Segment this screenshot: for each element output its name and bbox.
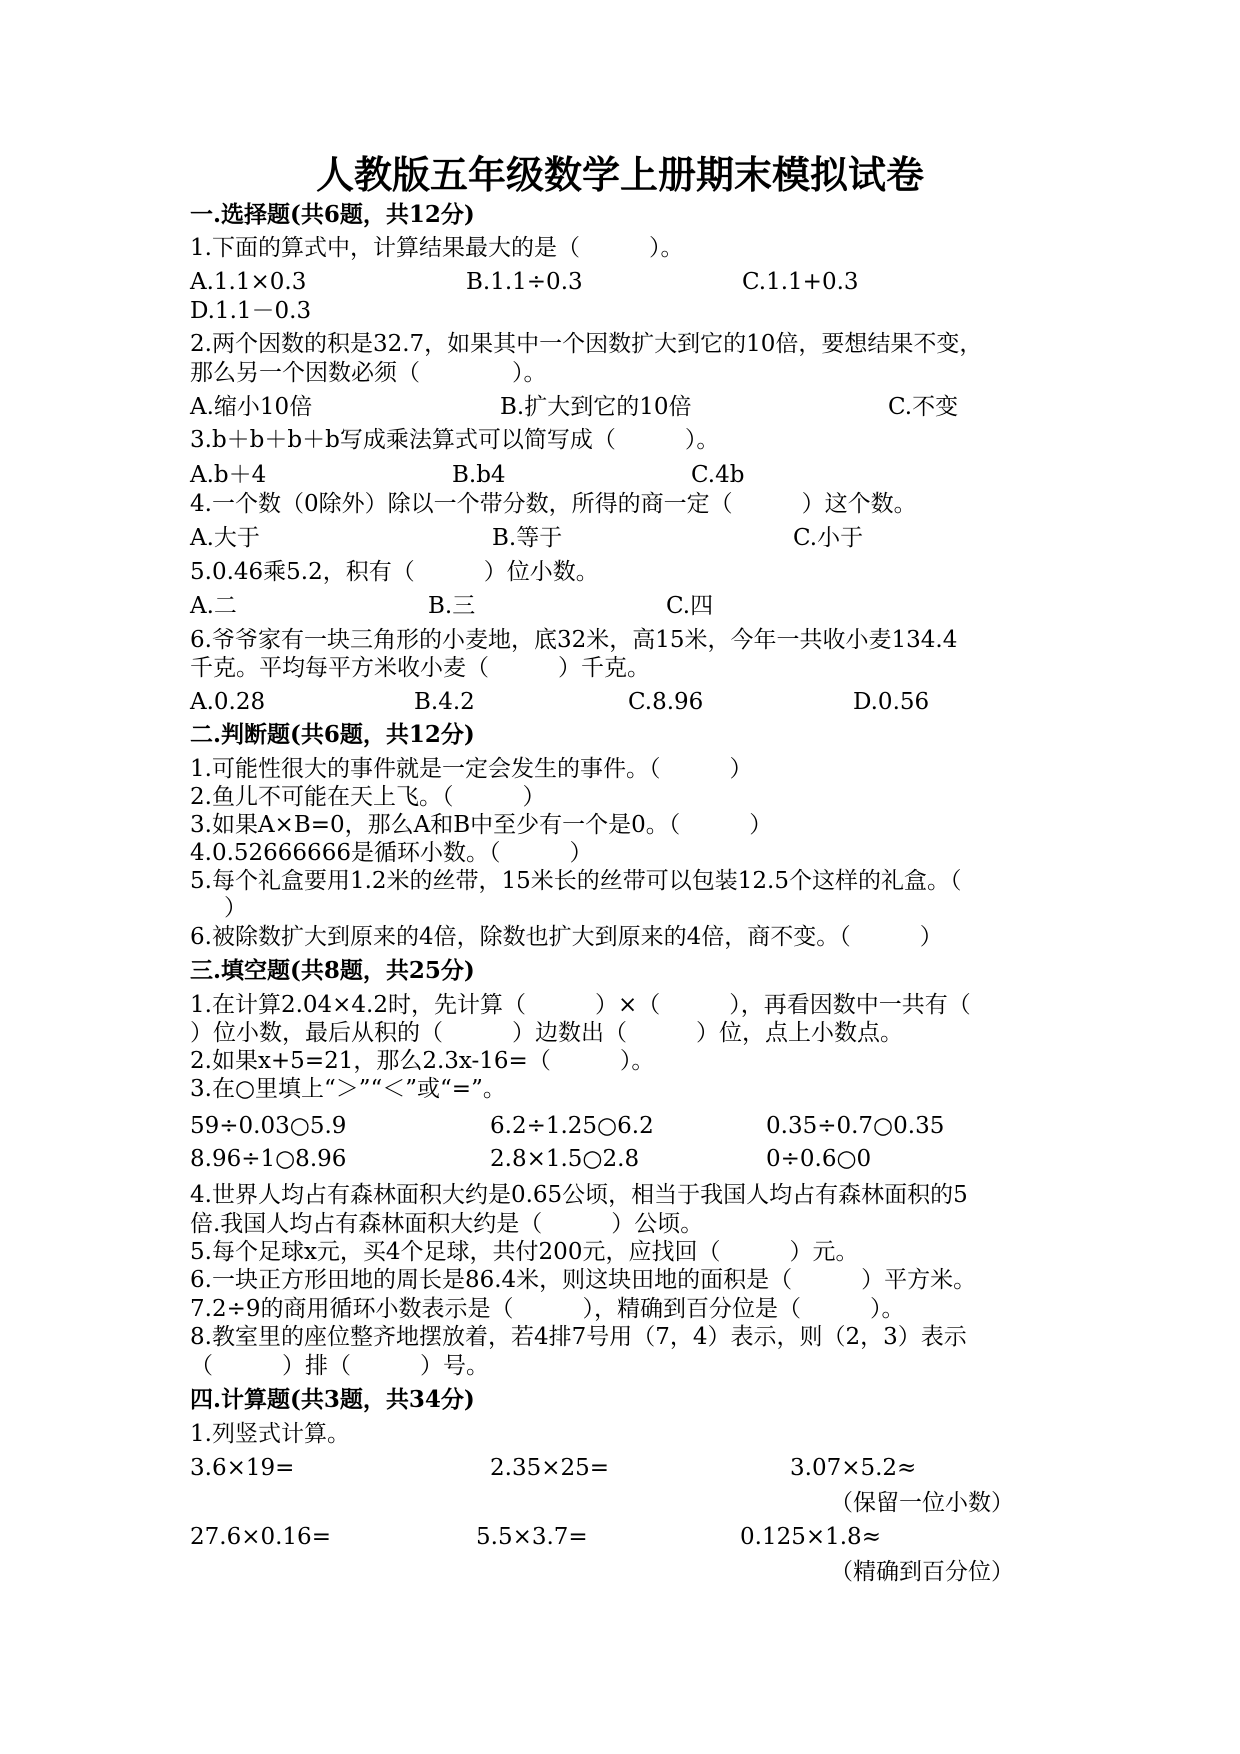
s4-calc-1c: 3.07×5.2≈ bbox=[790, 1455, 917, 1481]
s4-q1: 1.列竖式计算。 bbox=[190, 1421, 350, 1447]
s3-q6: 6.一块正方形田地的周长是86.4米，则这块田地的面积是（ ）平方米。 bbox=[190, 1267, 977, 1293]
s3-q3: 3.在○里填上“＞”“＜”或“=”。 bbox=[190, 1076, 506, 1102]
s3-q5: 5.每个足球x元，买4个足球，共付200元，应找回（ ）元。 bbox=[190, 1239, 859, 1265]
s2-q5-line1: 5.每个礼盒要用1.2米的丝带，15米长的丝带可以包装12.5个这样的礼盒。（ bbox=[190, 868, 962, 894]
s3-q8-line2: （ ）排（ ）号。 bbox=[190, 1353, 489, 1379]
s1-q6-option-c: C.8.96 bbox=[628, 689, 704, 715]
s1-q1-option-d: D.1.1－0.3 bbox=[190, 298, 312, 324]
s2-q1: 1.可能性很大的事件就是一定会发生的事件。（ ） bbox=[190, 756, 753, 782]
section-4-heading: 四.计算题(共3题，共34分) bbox=[190, 1386, 475, 1413]
s3-q3-compare-1c: 0.35÷0.7○0.35 bbox=[766, 1113, 945, 1139]
s3-q3-compare-2c: 0÷0.6○0 bbox=[766, 1146, 872, 1172]
s3-q2: 2.如果x+5=21，那么2.3x-16=（ ）。 bbox=[190, 1048, 655, 1074]
s1-q1-option-b: B.1.1÷0.3 bbox=[466, 269, 583, 295]
s2-q4: 4.0.52666666是循环小数。（ ） bbox=[190, 840, 593, 866]
s4-calc-2a: 27.6×0.16= bbox=[190, 1524, 331, 1550]
exam-title: 人教版五年级数学上册期末模拟试卷 bbox=[315, 152, 924, 197]
s1-q1-option-a: A.1.1×0.3 bbox=[190, 269, 307, 295]
s1-q6-stem-line2: 千克。平均每平方米收小麦（ ）千克。 bbox=[190, 655, 650, 681]
s1-q1-option-c: C.1.1+0.3 bbox=[742, 269, 859, 295]
s4-calc-2c-note: （精确到百分位） bbox=[830, 1559, 1014, 1585]
section-1-heading: 一.选择题(共6题，共12分) bbox=[190, 201, 475, 228]
s4-calc-2c: 0.125×1.8≈ bbox=[740, 1524, 881, 1550]
section-3-heading: 三.填空题(共8题，共25分) bbox=[190, 957, 475, 984]
s3-q3-compare-2b: 2.8×1.5○2.8 bbox=[490, 1146, 640, 1172]
s3-q1-line1: 1.在计算2.04×4.2时，先计算（ ）×（ ），再看因数中一共有（ bbox=[190, 992, 971, 1018]
s1-q4-option-c: C.小于 bbox=[793, 525, 864, 551]
s2-q2: 2.鱼儿不可能在天上飞。（ ） bbox=[190, 784, 546, 810]
s2-q6: 6.被除数扩大到原来的4倍，除数也扩大到原来的4倍，商不变。（ ） bbox=[190, 924, 943, 950]
s1-q5-stem: 5.0.46乘5.2，积有（ ）位小数。 bbox=[190, 559, 599, 585]
s2-q5-line2: ） bbox=[224, 895, 247, 921]
s1-q5-option-a: A.二 bbox=[190, 593, 237, 619]
s1-q6-stem-line1: 6.爷爷家有一块三角形的小麦地，底32米，高15米，今年一共收小麦134.4 bbox=[190, 627, 958, 653]
s1-q3-option-c: C.4b bbox=[691, 462, 745, 488]
s1-q3-stem: 3.b＋b＋b＋b写成乘法算式可以简写成（ ）。 bbox=[190, 427, 720, 453]
s3-q7: 7.2÷9的商用循环小数表示是（ ），精确到百分位是（ ）。 bbox=[190, 1296, 905, 1322]
s3-q3-compare-2a: 8.96÷1○8.96 bbox=[190, 1146, 347, 1172]
s1-q1-stem: 1.下面的算式中，计算结果最大的是（ ）。 bbox=[190, 235, 684, 261]
s2-q3: 3.如果A×B=0，那么A和B中至少有一个是0。（ ） bbox=[190, 812, 773, 838]
s4-calc-1a: 3.6×19= bbox=[190, 1455, 295, 1481]
s3-q8-line1: 8.教室里的座位整齐地摆放着，若4排7号用（7，4）表示，则（2，3）表示 bbox=[190, 1324, 967, 1350]
s1-q6-option-b: B.4.2 bbox=[414, 689, 475, 715]
s1-q2-option-a: A.缩小10倍 bbox=[190, 394, 313, 420]
s1-q4-option-b: B.等于 bbox=[492, 525, 563, 551]
s3-q1-line2: ）位小数，最后从积的（ ）边数出（ ）位，点上小数点。 bbox=[190, 1020, 903, 1046]
s1-q5-option-b: B.三 bbox=[428, 593, 476, 619]
s1-q6-option-a: A.0.28 bbox=[190, 689, 266, 715]
s1-q6-option-d: D.0.56 bbox=[853, 689, 930, 715]
s1-q4-stem: 4.一个数（0除外）除以一个带分数，所得的商一定（ ）这个数。 bbox=[190, 491, 917, 517]
s1-q2-option-c: C.不变 bbox=[888, 394, 959, 420]
s3-q4-line2: 倍.我国人均占有森林面积大约是（ ）公顷。 bbox=[190, 1211, 704, 1237]
s4-calc-1b: 2.35×25= bbox=[490, 1455, 610, 1481]
s1-q2-stem-line2: 那么另一个因数必须（ ）。 bbox=[190, 360, 547, 386]
s3-q3-compare-1b: 6.2÷1.25○6.2 bbox=[490, 1113, 654, 1139]
s1-q2-option-b: B.扩大到它的10倍 bbox=[500, 394, 692, 420]
s4-calc-1c-note: （保留一位小数） bbox=[830, 1490, 1014, 1516]
s1-q4-option-a: A.大于 bbox=[190, 525, 260, 551]
s1-q2-stem-line1: 2.两个因数的积是32.7，如果其中一个因数扩大到它的10倍，要想结果不变， bbox=[190, 331, 983, 357]
s1-q3-option-a: A.b＋4 bbox=[190, 462, 267, 488]
s3-q3-compare-1a: 59÷0.03○5.9 bbox=[190, 1113, 347, 1139]
section-2-heading: 二.判断题(共6题，共12分) bbox=[190, 721, 475, 748]
s4-calc-2b: 5.5×3.7= bbox=[476, 1524, 588, 1550]
s3-q4-line1: 4.世界人均占有森林面积大约是0.65公顷，相当于我国人均占有森林面积的5 bbox=[190, 1182, 968, 1208]
s1-q5-option-c: C.四 bbox=[666, 593, 714, 619]
s1-q3-option-b: B.b4 bbox=[452, 462, 506, 488]
